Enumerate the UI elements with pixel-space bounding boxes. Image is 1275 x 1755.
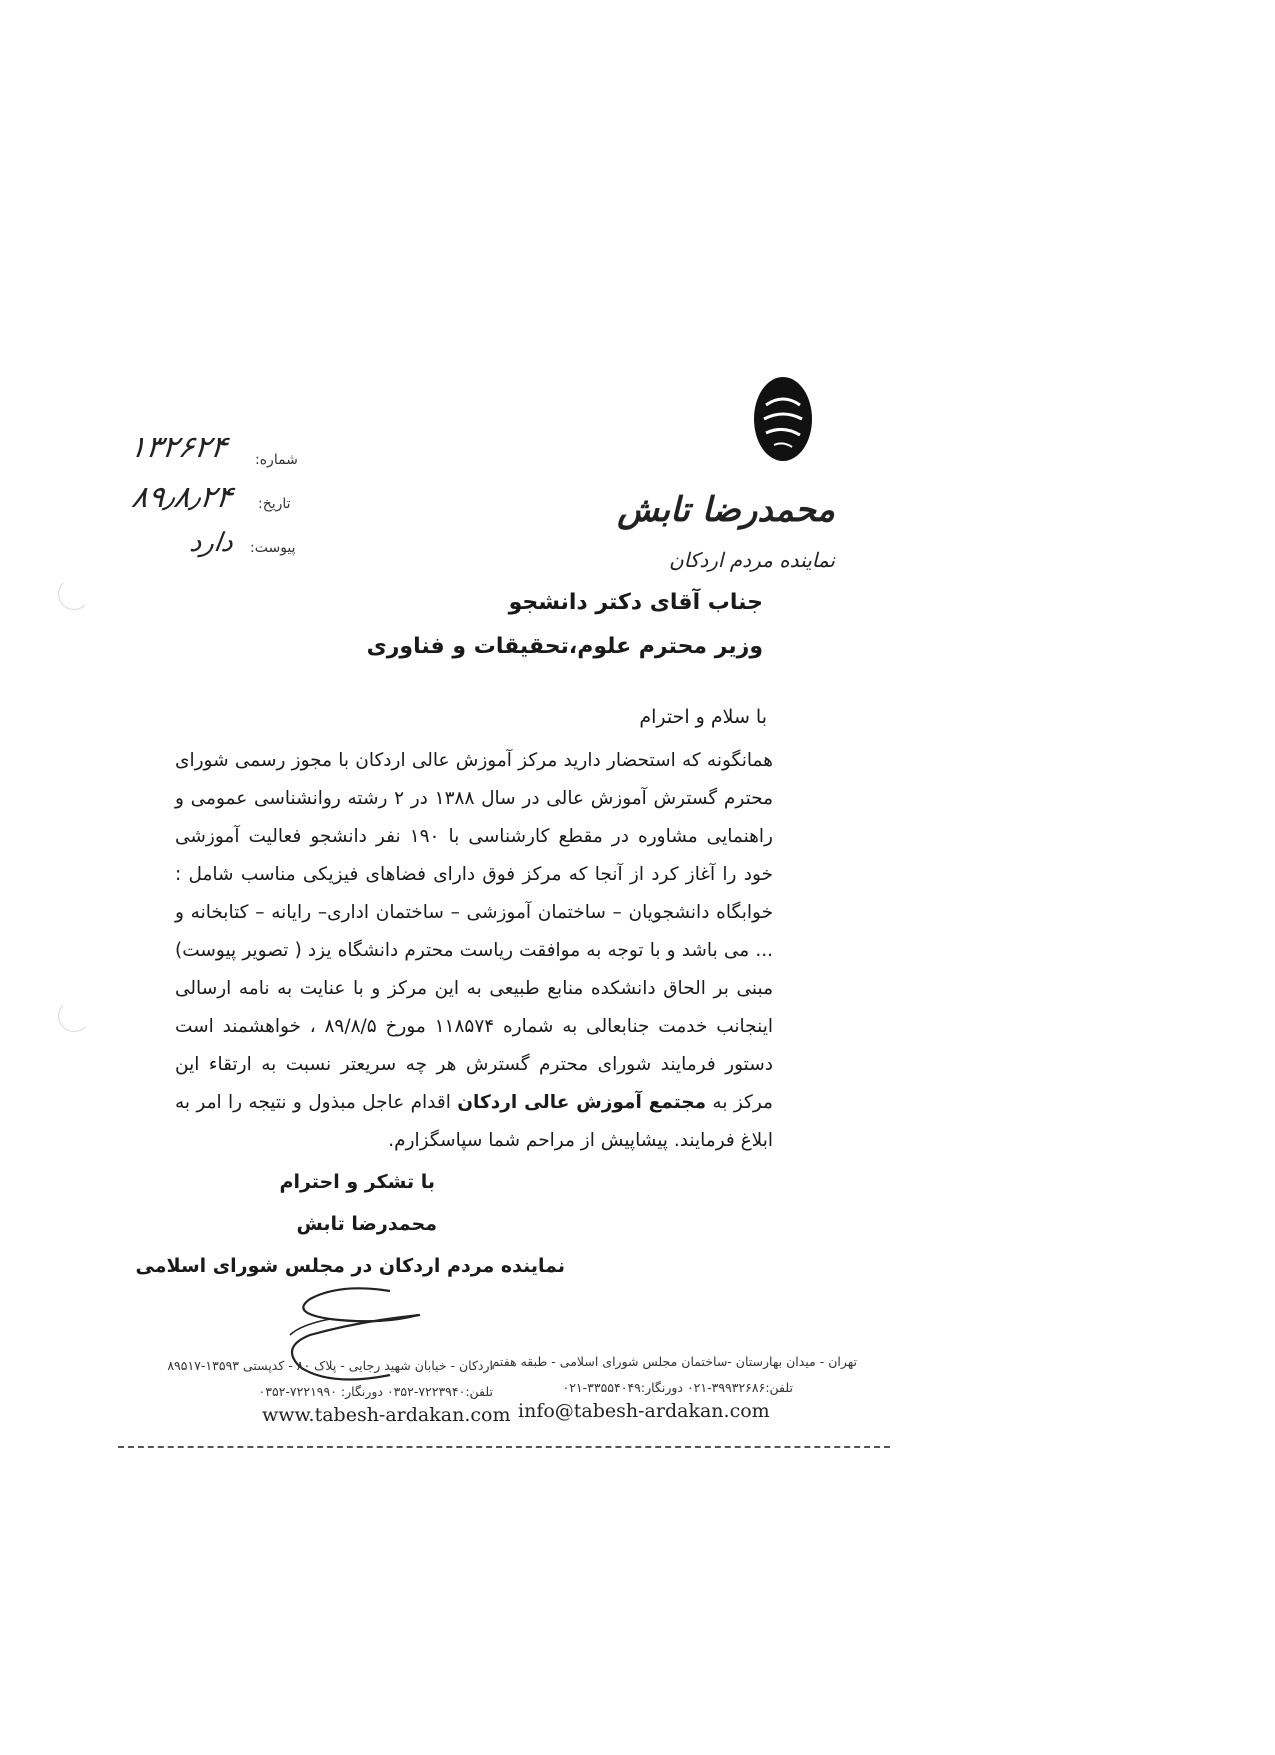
body-paragraph [175, 742, 773, 1160]
attachment-value: دارد [187, 528, 236, 558]
signoff-name: محمدرضا تابش [296, 1213, 437, 1235]
letterhead-sender-name: محمدرضا تابش [617, 490, 835, 530]
parliament-logo [752, 375, 814, 463]
handwritten-signature [270, 1275, 450, 1395]
addressee-name: جناب آقای دکتر دانشجو [508, 590, 763, 615]
attachment-label: پیوست: [250, 540, 296, 556]
letterhead-sender-title: نماینده مردم اردکان [669, 548, 835, 572]
greeting: با سلام و احترام [639, 706, 767, 728]
footer-ardakan-address: اردکان - خیابان شهید رجایی - پلاک ۸۰ - کدپستی ۱۳۵۹۳-۸۹۵۱۷ [167, 1358, 493, 1373]
date-label: تاریخ: [258, 496, 291, 512]
body-bold-phrase: مجتمع آموزش عالی اردکان [457, 1092, 707, 1113]
footer-tehran-address: تهران - میدان بهارستان -ساختمان مجلس شورای اسلامی - طبقه هفتم [491, 1354, 857, 1369]
footer-ardakan-phone: تلفن:۷۲۲۳۹۴۰-۰۳۵۲ دورنگار: ۷۲۲۱۹۹۰-۰۳۵۲ [258, 1384, 493, 1399]
footer-tehran-phone: تلفن:۳۹۹۳۲۶۸۶-۰۲۱ دورنگار:۳۳۵۵۴۰۴۹-۰۲۱ [562, 1380, 793, 1395]
punch-hole-top [58, 578, 90, 610]
date-value: ۸۹٫۸٫۲۴ [129, 480, 235, 515]
punch-hole-bottom [58, 1000, 90, 1032]
footer-divider [118, 1446, 890, 1448]
number-value: ۱۳۲۶۲۴ [127, 430, 230, 465]
footer-email-link[interactable]: info@tabesh-ardakan.com [518, 1400, 770, 1422]
body-text-main: همانگونه که استحضار دارید مرکز آموزش عالی اردکان با مجوز رسمی شورای محترم گسترش آموزش عالی در سال ۱۳۸۸ در ۲ رشته روانشناسی عمومی و راهنمایی مشاوره در مقطع کارشناسی با ۱۹۰ نفر دانشجو فعالیت آموزشی خود را آغاز کرد از آنجا که مرکز فوق دارای فضاهای فیزیکی مناسب شامل : خوابگاه دانشجویان – ساختمان آموزشی – ساختمان اداری– رایانه – کتابخانه و ... می باشد و با توجه به موافقت ریاست محترم دانشگاه یزد ( تصویر پیوست) مبنی بر الحاق دانشکده منابع طبیعی به این مرکز و با عنایت به نامه ارسالی اینجانب خدمت جنابعالی به شماره ۱۱۸۵۷۴ مورخ ۸۹/۸/۵ ، خواهشمند است دستور فرمایند شورای محترم گسترش هر چه سریعتر نسبت به ارتقاء این مرکز به [175, 750, 774, 1113]
signoff-closing: با تشکر و احترام [279, 1171, 435, 1193]
number-label: شماره: [255, 452, 298, 468]
footer-website-link[interactable]: www.tabesh-ardakan.com [262, 1404, 511, 1426]
body-text-end: اقدام عاجل مبذول و نتیجه را امر به ابلاغ فرمایند. پیشاپیش از مراحم شما سپاسگزارم. [175, 1092, 773, 1151]
signoff-title: نماینده مردم اردکان در مجلس شورای اسلامی [135, 1255, 565, 1277]
addressee-title: وزیر محترم علوم،تحقیقات و فناوری [366, 634, 763, 659]
